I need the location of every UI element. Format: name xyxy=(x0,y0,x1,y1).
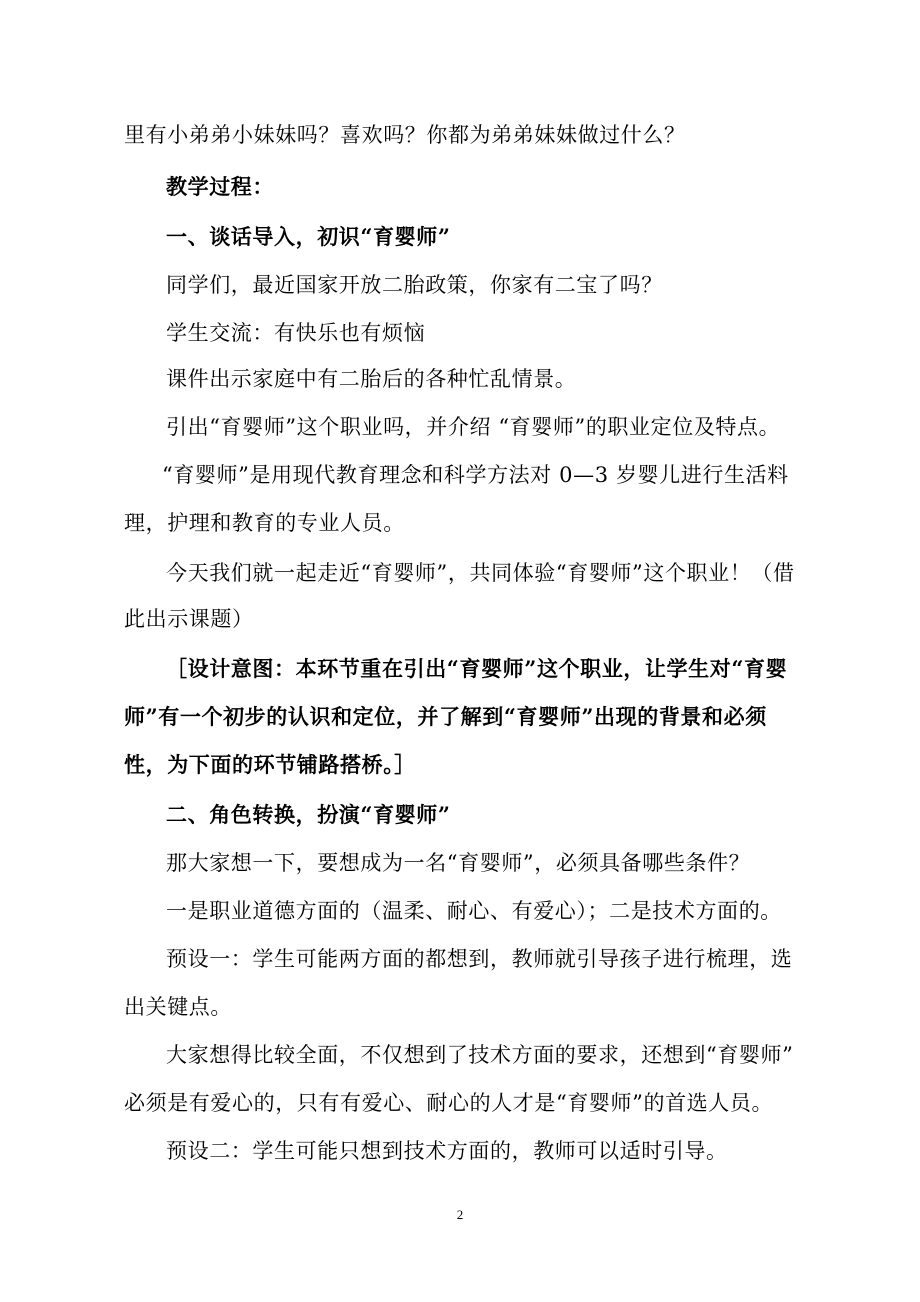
paragraph-line: 学生交流：有快乐也有烦恼 xyxy=(166,321,426,345)
paragraph-line: 那大家想一下，要想成为一名“育婴师”，必须具备哪些条件？ xyxy=(166,851,751,875)
paragraph-line: 一是职业道德方面的（温柔、耐心、有爱心）；二是技术方面的。 xyxy=(166,899,782,923)
section-heading-2: 二、角色转换，扮演“育婴师” xyxy=(166,802,451,827)
paragraph-line: 里有小弟弟小妹妹吗？喜欢吗？你都为弟弟妹妹做过什么？ xyxy=(124,123,686,147)
paragraph-line: 预设一：学生可能两方面的都想到，教师就引导孩子进行梳理，选 xyxy=(166,947,793,971)
paragraph-line: 引出“育婴师”这个职业吗，并介绍 “育婴师”的职业定位及特点。 xyxy=(166,415,781,439)
paragraph-line: 出关键点。 xyxy=(124,995,232,1019)
paragraph-line: 必须是有爱心的，只有有爱心、耐心的人才是“育婴师”的首选人员。 xyxy=(124,1091,774,1115)
paragraph-line: 同学们，最近国家开放二胎政策，你家有二宝了吗？ xyxy=(166,273,663,297)
section-heading-1: 一、谈话导入，初识“育婴师” xyxy=(166,224,451,249)
paragraph-line: 此出示课题） xyxy=(124,607,254,631)
paragraph-line: 大家想得比较全面，不仅想到了技术方面的要求，还想到“育婴师” xyxy=(166,1043,794,1067)
paragraph-line: 课件出示家庭中有二胎后的各种忙乱情景。 xyxy=(166,367,577,391)
design-intent-line: ［设计意图：本环节重在引出“育婴师”这个职业，让学生对“育婴 xyxy=(166,656,788,681)
paragraph-line: 今天我们就一起走近“育婴师”，共同体验“育婴师”这个职业！（借 xyxy=(166,561,795,585)
design-intent-line: 性，为下面的环节铺路搭桥。］ xyxy=(124,752,416,777)
paragraph-line: 预设二：学生可能只想到技术方面的，教师可以适时引导。 xyxy=(166,1139,728,1163)
page-number: 2 xyxy=(456,1207,464,1222)
design-intent-line: 师”有一个初步的认识和定位，并了解到“育婴师”出现的背景和必须 xyxy=(124,704,767,729)
section-heading-teaching-process: 教学过程： xyxy=(166,174,274,199)
paragraph-line: “育婴师”是用现代教育理念和科学方法对 0—3 岁婴儿进行生活料 xyxy=(162,463,789,487)
paragraph-line: 理，护理和教育的专业人员。 xyxy=(124,511,405,535)
